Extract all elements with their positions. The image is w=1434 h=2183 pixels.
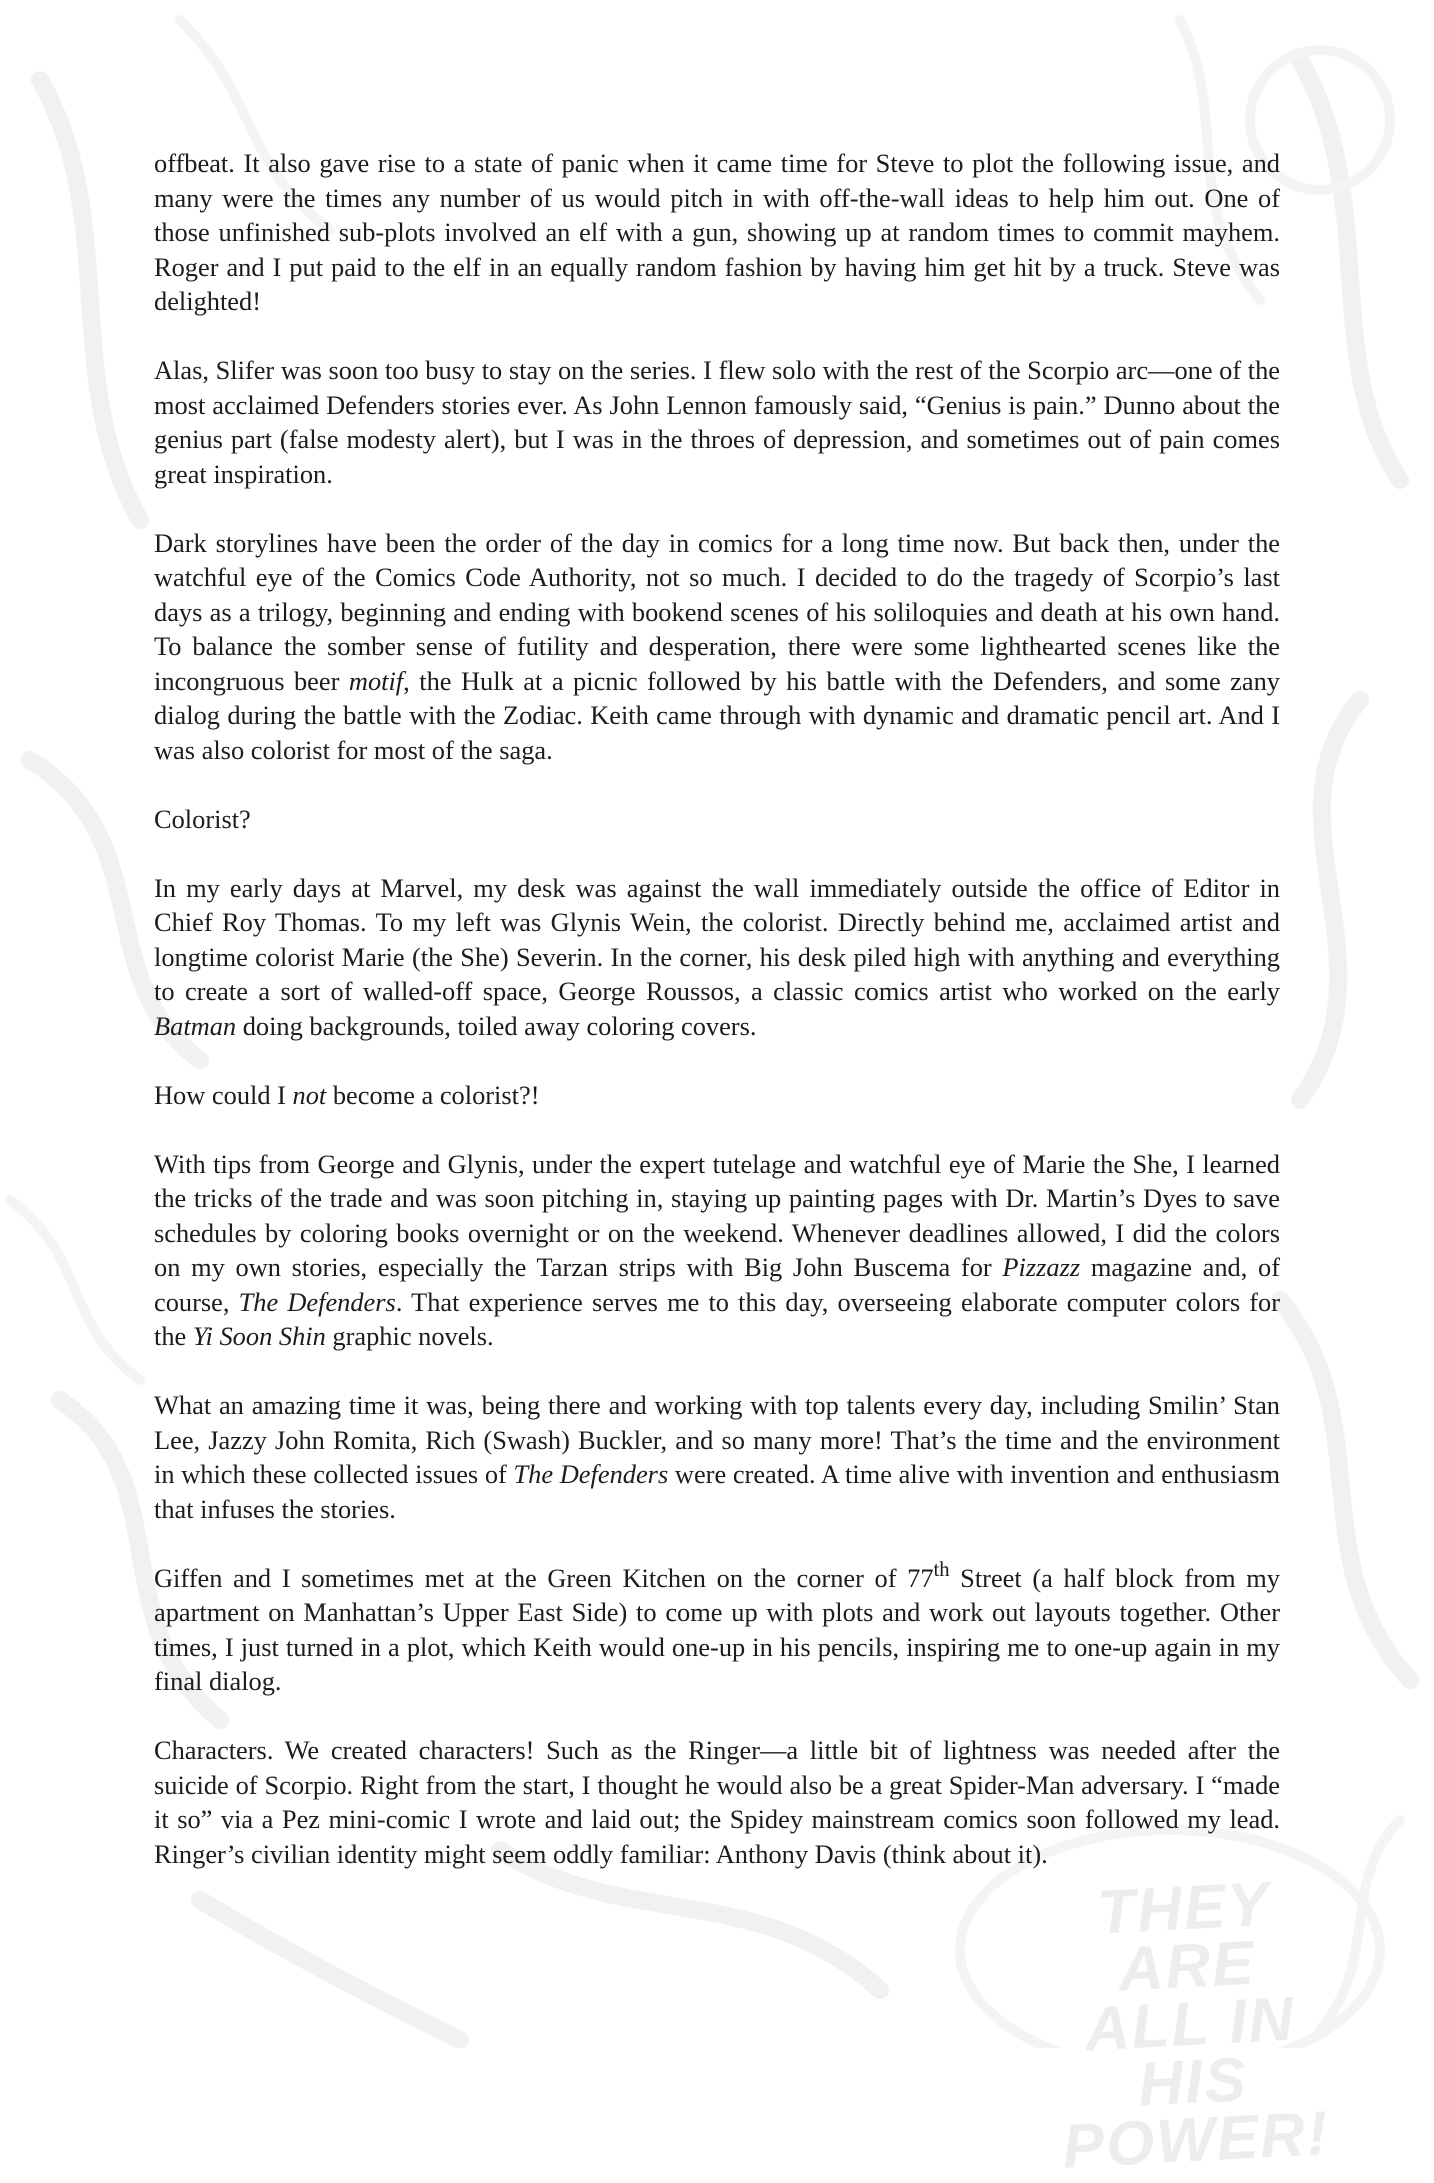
paragraph-3	[154, 526, 1280, 768]
paragraph-3-italic-motif: motif	[348, 665, 404, 696]
paragraph-6-italic-not: not	[292, 1079, 327, 1110]
document-body	[154, 146, 1280, 1906]
paragraph-6	[154, 1078, 1280, 1113]
paragraph-7	[154, 1147, 1280, 1354]
paragraph-9-text-a: Giffen and I sometimes met at the Green Kitchen on the corner of 77	[154, 1562, 934, 1593]
balloon-line-3: HIS POWER!	[1060, 2045, 1332, 2182]
paragraph-3-text-a: Dark storylines have been the order of the day in comics for a long time now. But back then, under the watchful eye of the Comics Code Authority, not so much. I decided to do the tragedy of Scorpio’s last days as a trilogy, beginning and ending with bookend scenes of his soliloquies and death at his own hand. To balance the somber sense of futility and desperation, there were some lighthearted scenes like the incongruous beer	[154, 527, 1280, 696]
paragraph-5-italic-batman: Batman	[154, 1010, 237, 1041]
paragraph-7-text-a: With tips from George and Glynis, under the expert tutelage and watchful eye of Marie the She, I learned the tricks of the trade and was soon pitching in, staying up painting pages with Dr. Martin’s Dyes to save schedules by coloring books overnight or on the weekend. Whenever deadlines allowed, I did the colors on my own stories, especially the Tarzan strips with Big John Buscema for	[154, 1148, 1280, 1282]
paragraph-7-italic-defenders: The Defenders	[238, 1286, 396, 1317]
paragraph-6-text-a: How could I	[154, 1079, 293, 1110]
paragraph-7-italic-pizzazz: Pizzazz	[1002, 1252, 1081, 1282]
paragraph-8-text-a: What an amazing time it was, being there and working with top talents every day, including Smilin’ Stan Lee, Jazzy John Romita, Rich (Swash) Buckler, and so many more! That’s the time and the environment in which these collected issues of	[154, 1390, 1280, 1489]
paragraph-8-text-c: were created. A time alive with invention and enthusiasm that infuses the stories.	[154, 1459, 1281, 1524]
paragraph-7-italic-yi-soon-shin: Yi Soon Shin	[192, 1321, 326, 1351]
paragraph-5-text-a: In my early days at Marvel, my desk was against the wall immediately outside the office of Editor in Chief Roy Thomas. To my left was Glynis Wein, the colorist. Directly behind me, acclaimed artist and longtime colorist Marie (the She) Severin. In the corner, his desk piled high with anything and everything to create a sort of walled-off space, George Roussos, a classic comics artist who worked on the early	[154, 872, 1280, 1006]
paragraph-7-text-e: . That experience serves me to this day, overseeing elaborate computer colors for the	[154, 1286, 1280, 1351]
paragraph-1: offbeat. It also gave rise to a state of panic when it came time for Steve to plot the following issue, and many were the times any number of us would pitch in with off-the-wall ideas to help him out. One of those unfinished sub-plots involved an elf with a gun, showing up at random times to commit mayhem. Roger and I put paid to the elf in an equally random fashion by having him get hit by a truck. Steve was delighted!	[154, 148, 1280, 316]
paragraph-8-italic-defenders: The Defenders	[513, 1459, 669, 1489]
background-speech-balloon-text	[1033, 1869, 1348, 2182]
paragraph-7-text-g: graphic novels.	[325, 1321, 494, 1351]
paragraph-9-superscript: th	[933, 1558, 950, 1581]
paragraph-8	[154, 1388, 1280, 1526]
paragraph-10: Characters. We created characters! Such as the Ringer—a little bit of lightness was needed after the suicide of Scorpio. Right from the start, I thought he would also be a great Spider-Man adversary. I “made it so” via a Pez mini-comic I wrote and laid out; the Spidey mainstream comics soon followed my lead. Ringer’s civilian identity might seem oddly familiar: Anthony Davis (think about it).	[154, 1735, 1280, 1869]
paragraph-6-text-c: become a colorist?!	[326, 1079, 540, 1110]
balloon-line-2: ALL IN	[1083, 1984, 1297, 2065]
paragraph-9	[154, 1558, 1280, 1699]
paragraph-5-text-c: doing backgrounds, toiled away coloring covers.	[236, 1010, 757, 1041]
balloon-line-1: THEY ARE	[1095, 1869, 1273, 2005]
paragraph-9-text-b: Street (a half block from my apartment on Manhattan’s Upper East Side) to come up with plots and work out layouts together. Other times, I just turned in a plot, which Keith would one-up in his pencils, inspiring me to one-up again in my final dialog.	[154, 1562, 1280, 1696]
paragraph-7-text-c: magazine and, of course,	[154, 1252, 1281, 1317]
paragraph-5	[154, 871, 1280, 1044]
paragraph-3-text-c: , the Hulk at a picnic followed by his battle with the Defenders, and some zany dialog during the battle with the Zodiac. Keith came through with dynamic and dramatic pencil art. And I was also colorist for most of the saga.	[154, 665, 1280, 765]
paragraph-4: Colorist?	[154, 803, 251, 834]
paragraph-2: Alas, Slifer was soon too busy to stay on the series. I flew solo with the rest of the Scorpio arc—one of the most acclaimed Defenders stories ever. As John Lennon famously said, “Genius is pain.” Dunno about the genius part (false modesty alert), but I was in the throes of depression, and sometimes out of pain comes great inspiration.	[154, 355, 1280, 489]
